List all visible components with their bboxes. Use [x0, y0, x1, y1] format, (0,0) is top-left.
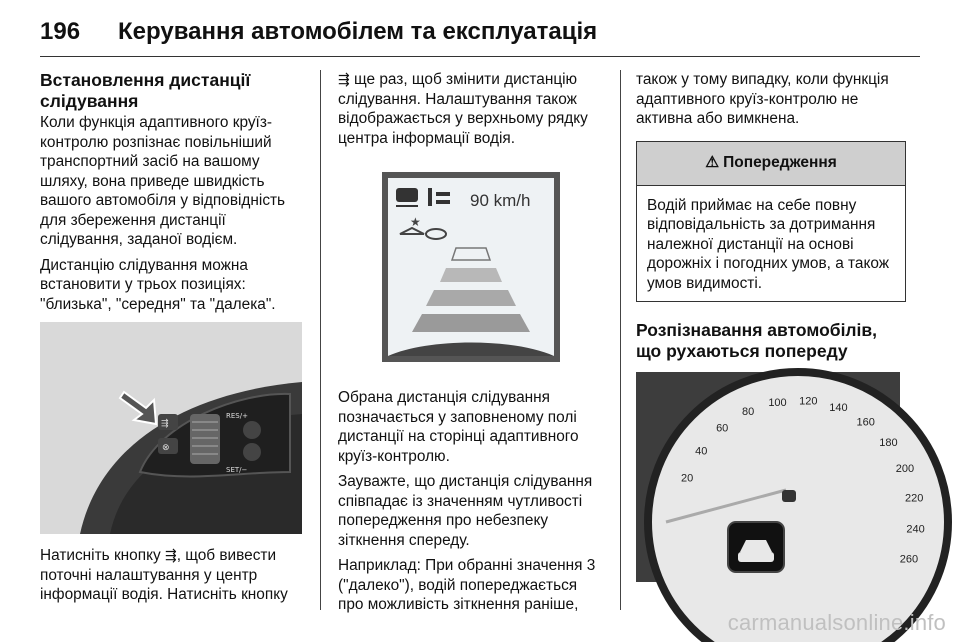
speedometer-tick-label: 160: [856, 416, 875, 429]
paragraph: Дистанцію слідування можна встановити у трьох позиціях: "близька", "середня" та "далека".: [40, 256, 276, 313]
paragraph: Натисніть кнопку ⇶, щоб вивести поточні налаштування у центр інформації водія. Натисніть кнопку: [40, 547, 288, 603]
paragraph: Коли функція адаптивного круїз-контролю розпізнає повільніший транспортний засіб на вашому шляху, вона приведе швидкість вашого автомобіля у відповідність для збереження дистанції слідування, заданої водієм.: [40, 114, 286, 248]
speedometer-tick-label: 20: [680, 472, 694, 485]
section-heading-vehicle-detection: Розпізнавання автомобілів, що рухаються попереду: [636, 320, 878, 361]
res-label: RES/+: [226, 412, 248, 420]
speedometer-tick-label: 260: [899, 553, 919, 566]
distance-icon: ⇶: [164, 547, 177, 563]
page-title: Керування автомобілем та експлуатація: [118, 18, 598, 45]
speedometer-tick-label: 200: [895, 463, 915, 476]
speedometer-tick-label: 140: [829, 402, 848, 415]
speedometer-figure: [636, 372, 925, 582]
steering-wheel-illustration: [40, 322, 302, 534]
svg-text:★: ★: [410, 215, 421, 229]
page-number: 196: [40, 18, 81, 45]
speedometer-tick-label: 40: [695, 445, 708, 458]
speedometer-tick-label: 220: [905, 492, 924, 505]
watermark: carmanualsonline.info: [727, 610, 946, 635]
speedometer-tick-label: 180: [879, 437, 898, 450]
speedometer-illustration: [636, 372, 925, 582]
column-divider: [320, 70, 321, 610]
acc-display-illustration: [338, 162, 604, 372]
column-1: [40, 70, 302, 611]
distance-icon: ⇶: [338, 71, 350, 87]
warning-header: [637, 142, 905, 186]
steering-wheel-figure: [40, 322, 302, 534]
page-header: [40, 14, 920, 54]
column-2: [338, 70, 604, 621]
svg-text:⊗: ⊗: [162, 443, 170, 453]
warning-title: Попередження: [723, 154, 837, 172]
paragraph: Наприклад: При обранні значення 3 ("далеко"), водій попереджається про можливість зіткнення раніше,: [338, 557, 596, 613]
speedometer-tick-label: 120: [799, 395, 818, 408]
car-ahead-icon: [782, 490, 796, 502]
warning-body: Водій приймає на себе повну відповідальність за дотримання належної дистанції на основі дорожніх і погодних умов, а також умов видимості.: [647, 196, 890, 292]
speedometer-tick-label: 100: [768, 396, 787, 409]
header-rule: [40, 56, 920, 57]
speedometer-tick-label: 240: [906, 523, 925, 536]
set-speed: 90 km/h: [470, 191, 531, 210]
paragraph: Обрана дистанція слідування позначається у заповненому полі дистанції на сторінці адаптивного круїз-контролю.: [338, 389, 579, 465]
warning-box: [636, 141, 906, 303]
column-divider: [620, 70, 621, 610]
paragraph: також у тому випадку, коли функція адаптивного круїз-контролю не активна або вимкнена.: [636, 71, 889, 127]
speedometer-tick-label: 80: [741, 406, 755, 419]
section-heading-following-distance: Встановлення дистанції слідування: [40, 70, 251, 111]
driver-info-display-figure: [338, 162, 604, 372]
svg-text:⇶: ⇶: [161, 419, 169, 429]
paragraph: ⇶ ще раз, щоб змінити дистанцію слідування. Налаштування також відображається у верхньому рядку центра інформації водія.: [338, 71, 588, 147]
paragraph: Зауважте, що дистанція слідування співпадає із значенням чутливості попередження про небезпеку зіткнення спереду.: [338, 473, 593, 549]
speedometer-tick-label: 60: [716, 422, 729, 435]
column-3: [636, 70, 925, 582]
warning-triangle-icon: ⚠: [705, 154, 720, 172]
set-label: SET/−: [226, 466, 248, 474]
